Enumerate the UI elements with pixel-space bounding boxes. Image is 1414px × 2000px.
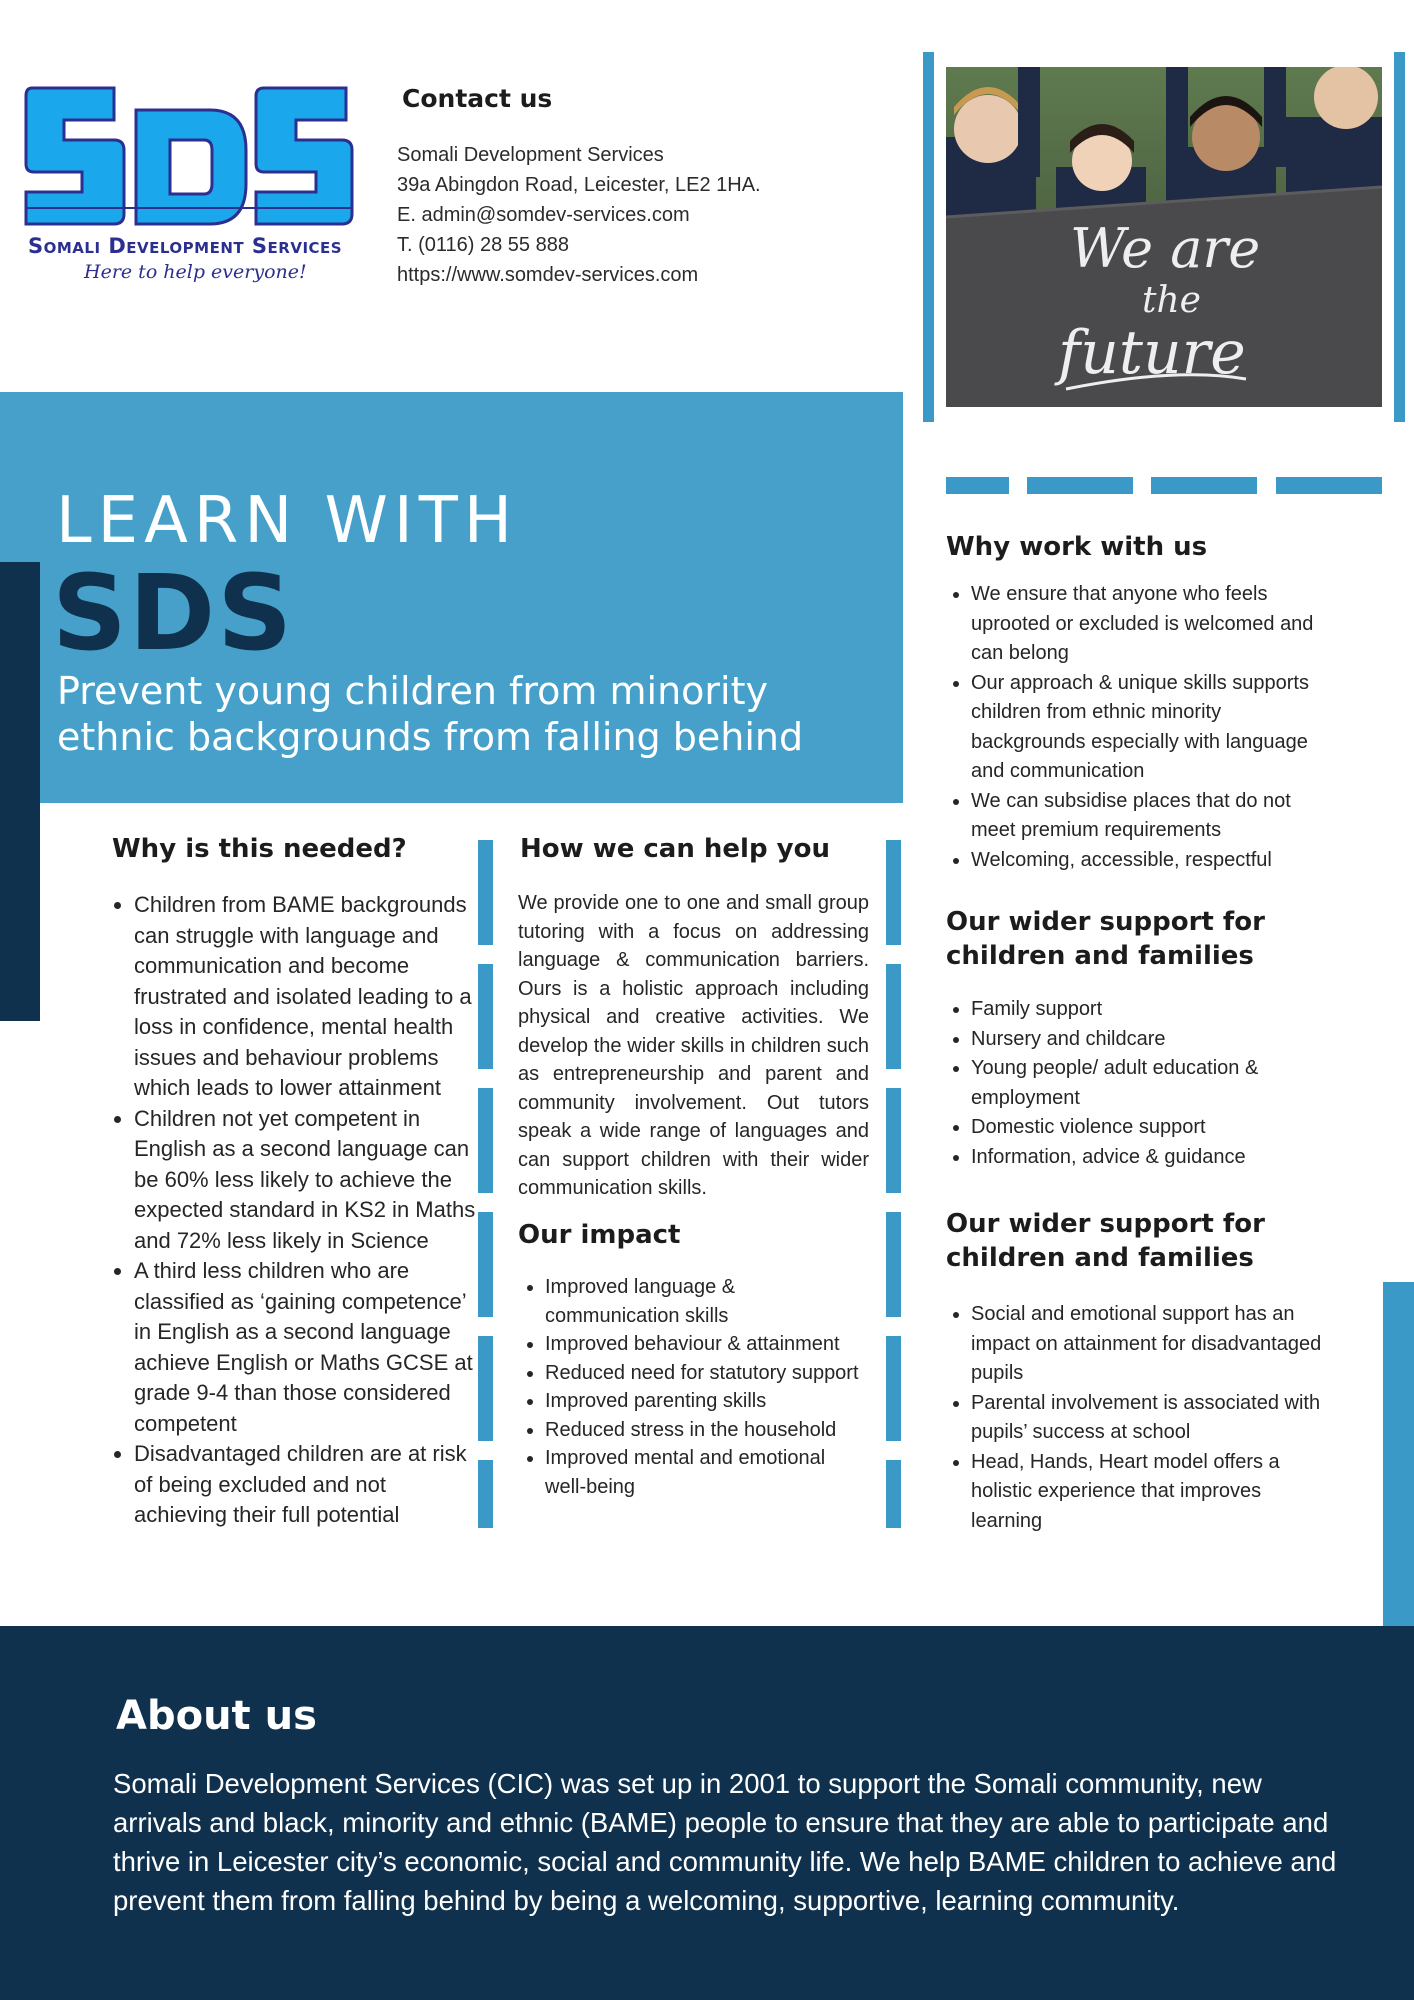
list-item: • Reduced need for statutory support [545,1359,864,1388]
column-divider-segment [886,964,901,1069]
impact-heading: Our impact [518,1220,681,1250]
list-item: • Children not yet competent in English as a second language can be 60% less likely to achieve the expected standard in KS2 in Maths and 72% less likely in Science [134,1104,478,1257]
column-divider-segment [478,1460,493,1528]
list-item: • Disadvantaged children are at risk of being excluded and not achieving their full potential [134,1439,478,1531]
column-divider-segment [886,1336,901,1441]
list-item: • Domestic violence support [971,1113,1325,1143]
logo-tagline: Here to help everyone! [84,261,307,283]
wider-support-list-2 [945,1300,1325,1536]
column-divider-segment [478,1212,493,1317]
list-item: • Improved parenting skills [545,1387,864,1416]
logo-org-name: Somali Development Services [28,234,343,258]
chalkboard-line-3: future [1058,318,1246,388]
column-divider-segment [478,840,493,945]
contact-heading: Contact us [402,84,553,113]
list-item: • A third less children who are classified as ‘gaining competence’ in English as a second language achieve English or Maths GCSE at grade 9-4 than those considered competent [134,1256,478,1439]
list-item: • Nursery and childcare [971,1025,1325,1055]
list-item: • Head, Hands, Heart model offers a holistic experience that improves learning [971,1448,1325,1537]
why-work-heading: Why work with us [946,532,1208,562]
hero-accent-bar [0,562,40,1021]
list-item: • Improved mental and emotional well-being [545,1444,864,1501]
students-photo [946,67,1382,407]
column-divider-segment [886,1460,901,1528]
photo-frame-left [923,52,934,422]
list-item: • Family support [971,995,1325,1025]
contact-address: 39a Abingdon Road, Leicester, LE2 1HA. [397,174,761,196]
list-item: • Welcoming, accessible, respectful [971,846,1325,876]
column-divider-segment [478,964,493,1069]
hero-title-line2: SDS [52,552,295,674]
list-item: • Parental involvement is associated with pupils’ success at school [971,1389,1325,1448]
contact-org: Somali Development Services [397,144,664,166]
divider-dash [1151,477,1257,494]
about-text: Somali Development Services (CIC) was set up in 2001 to support the Somali community, new arrivals and black, minority and ethnic (BAME) people to ensure that they are able to participate and thrive in Leicester city’s economic, social and community life. We help BAME children to achieve and prevent them from falling behind by being a welcoming, supportive, learning community. [113,1768,1337,1916]
divider-dash [946,477,1009,494]
sds-logo-mark [24,86,354,236]
why-needed-list [108,890,478,1531]
contact-phone[interactable]: T. (0116) 28 55 888 [397,234,569,256]
wider-support-heading: Our wider support for children and families [946,907,1265,971]
divider-dash [1027,477,1133,494]
contact-details [397,140,761,290]
wider-support-list [945,995,1325,1172]
list-item: • Children from BAME backgrounds can struggle with language and communication and become frustrated and isolated leading to a loss in confidence, mental health issues and behaviour problems which leads to lower attainment [134,890,478,1104]
photo-frame-right [1394,52,1405,422]
list-item: • Our approach & unique skills supports children from ethnic minority backgrounds especially with language and communication [971,669,1325,787]
list-item: • Information, advice & guidance [971,1143,1325,1173]
sds-logo [24,86,354,296]
column-divider-segment [886,1212,901,1317]
list-item: • We ensure that anyone who feels uprooted or excluded is welcomed and can belong [971,580,1325,669]
list-item: • Reduced stress in the household [545,1416,864,1445]
hero-subtitle: Prevent young children from minority ethnic backgrounds from falling behind [57,669,804,759]
list-item: • We can subsidise places that do not meet premium requirements [971,787,1325,846]
contact-email[interactable]: E. admin@somdev-services.com [397,204,690,226]
impact-list [519,1273,864,1501]
why-work-list [945,580,1325,875]
why-needed-heading: Why is this needed? [112,834,407,864]
column-divider-segment [886,1088,901,1193]
hero-title-line1: LEARN WITH [56,484,518,558]
wider-support-heading-2: Our wider support for children and families [946,1209,1265,1273]
how-help-paragraph: We provide one to one and small group tutoring with a focus on addressing language & communication barriers. Ours is a holistic approach including physical and creative activities. We develop the wider skills in children such as entrepreneurship and parent and community involvement. Out tutors speak a wide range of languages and can support children with their wider communication skills. [518,892,869,1199]
chalkboard-line-2: the [1142,280,1201,321]
chalkboard-line-1: We are [1070,217,1261,280]
column-divider-segment [478,1336,493,1441]
how-help-heading: How we can help you [520,834,830,864]
about-heading: About us [116,1693,317,1739]
column-divider-segment [478,1088,493,1193]
list-item: • Social and emotional support has an impact on attainment for disadvantaged pupils [971,1300,1325,1389]
column-divider-segment [886,840,901,945]
divider-dash [1276,477,1382,494]
list-item: • Improved language & communication skills [545,1273,864,1330]
contact-website[interactable]: https://www.somdev-services.com [397,264,699,286]
list-item: • Young people/ adult education & employment [971,1054,1325,1113]
list-item: • Improved behaviour & attainment [545,1330,864,1359]
